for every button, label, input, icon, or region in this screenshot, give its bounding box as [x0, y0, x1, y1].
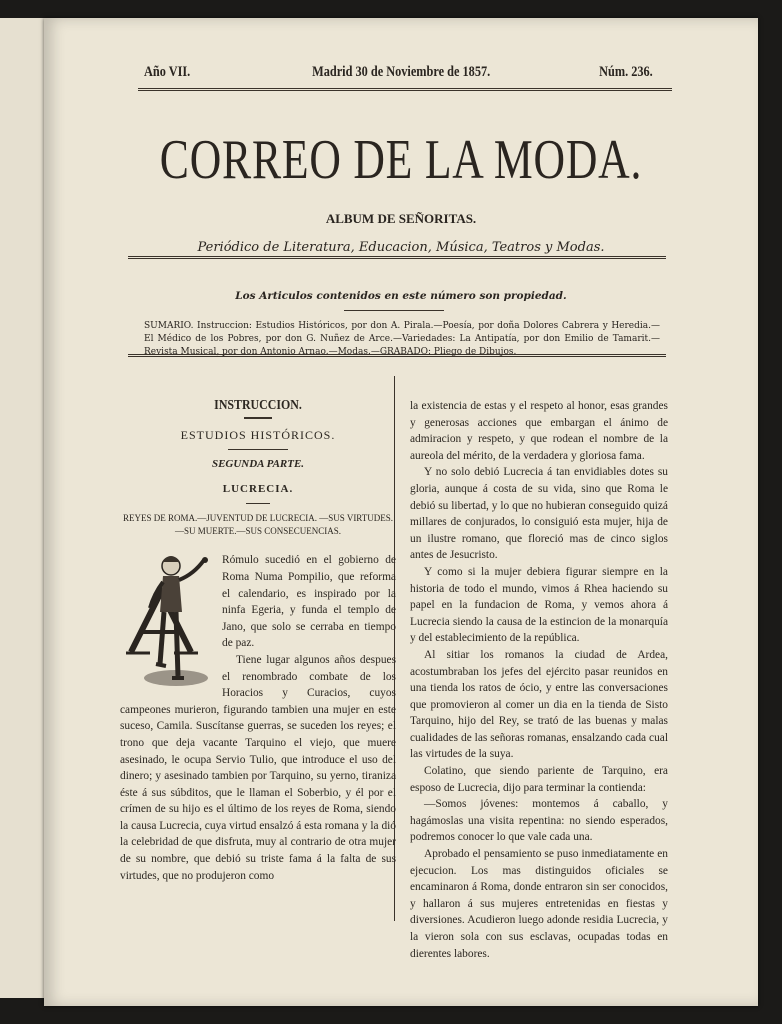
issue-number: Núm. 236. — [599, 64, 653, 80]
illustrated-initial-r — [116, 552, 216, 692]
right-paragraph-5: Colatino, que siendo pariente de Tarquino, era esposo de Lucrecia, dijo para terminar la contienda: — [410, 765, 668, 794]
section-ornament — [244, 417, 272, 419]
right-paragraph-7: Aprobado el pensamiento se puso inmediatamente en ejecucion. Los mas distinguidos oficiales se encaminaron á Roma, donde entraron sin ser conocidos, y hallaron á sus mujeres entretenidas en fiestas y diversiones. Acudieron luego adonde residia Lucrecia, y la vieron sola con sus esclavas, ocupadas todas en dierentes labores. — [410, 848, 668, 960]
left-paragraph-1: Rómulo sucedió en el gobierno de Roma Numa Pompilio, que reforma el calendario, es inspirado por la ninfa Egeria, y funda el templo de Jano, que solo se cerraba en tiempo de paz. — [222, 554, 396, 650]
right-column — [410, 398, 668, 962]
sumario-rule — [128, 354, 666, 357]
newspaper-tagline: Periódico de Literatura, Educacion, Música, Teatros y Modas. — [197, 240, 605, 255]
right-paragraph-1: la existencia de estas y el respeto al honor, esas grandes y generosas acciones que embargan el ánimo de admiracion y respeto, y que rodean el nombre de la aureola del mérito, de la verdadera y gloriosa fama. — [410, 400, 668, 462]
section-heading: INSTRUCCION. — [214, 398, 302, 413]
part-heading: SEGUNDA PARTE. — [211, 458, 305, 471]
left-column — [120, 392, 396, 884]
right-paragraph-4: Al sitiar los romanos la ciudad de Ardea, acostumbraban los jefes del ejército pasar reunidos en una tienda los ratos de ócio, y entre las conversaciones que promovieron al comer un dia en la tienda de Sisto Tarquino, hijo del Rey, se trató de las buenas y malas cualidades de las señoras romanas, ensalzando cada cual las virtudes de la suya. — [410, 648, 668, 761]
illustrated-initial-icon — [116, 552, 216, 692]
newspaper-subtitle: ALBUM DE SEÑORITAS. — [325, 211, 477, 226]
subheading-rule — [228, 449, 288, 450]
right-paragraph-3: Y como si la mujer debiera figurar siempre en la historia de todo el mundo, vimos á Rhea haciendo su papel en la fundacion de Roma, y vemos ahora á Lucrecia siendo la causa de la estincion de la monarquía y del establecimiento de la república. — [410, 565, 668, 645]
header-rule — [128, 256, 666, 259]
right-paragraph-6: —Somos jóvenes: montemos á caballo, y hagámoslas una visita repentina: no siendo esperados, podremos conocer lo que vale cada una. — [410, 798, 668, 844]
chapter-title: LUCRECIA. — [222, 482, 294, 495]
issue-year: Año VII. — [144, 64, 191, 80]
newspaper-title: CORREO DE LA MODA. — [159, 129, 643, 191]
masthead-row — [144, 64, 653, 84]
newspaper-page — [44, 18, 758, 1006]
property-notice: Los Articulos contenidos en este número son propiedad. — [235, 290, 567, 302]
chapter-rule — [246, 503, 270, 504]
left-paragraph-2: Tiene lugar algunos años despues el renombrado combate de los Horacios y Curacios, cuyos campeones murieron, figurando tambien una mujer en este suceso, Camila. Suscítanse guerras, se suceden los reyes; el trono que deja vacante Tarquino el viejo, que muere asesinado, le ocupa Servio Tulio, que introduce el uso del dinero; y asesinado tambien por Tarquino, su yerno, tiraniza éste á sus súbditos, que le llaman el Soberbio, y él por el crímen de su hijo es el último de los reyes de Roma, siendo la causa Lucrecia, cuya virtud ensalzó á esta romana y la dió la celebridad de que disfruta, muy al contrario de otra mujer de su nombre, que debió su triste fama á la falta de sus virtudes, que no produjeron como — [120, 653, 396, 882]
property-rule — [344, 310, 444, 311]
issue-date: Madrid 30 de Noviembre de 1857. — [312, 64, 491, 80]
section-subheading: ESTUDIOS HISTÓRICOS. — [180, 427, 336, 442]
sumario-text: SUMARIO. Instruccion: Estudios Históricos, por don A. Pirala.—Poesía, por doña Dolores Cabrera y Heredia.—El Médico de los Pobres, por don G. Nuñez de Arce.—Variedades: La Antipatía, por don Emilio de Tamarit.—Revista Musical, por don Antonio Arnao.—Modas.—GRABADO: Pliego de Dibujos. — [144, 321, 660, 357]
right-paragraph-2: Y no solo debió Lucrecia á tan envidiables dotes su gloria, aunque á costa de su vida, sino que Roma le debió su libertad, y lo que no hubieran conseguido quizá millares de conjurados, lo consiguió esta mujer, hija de un ilustre romano, que floreció mas de cinco siglos antes de Jesucristo. — [410, 466, 668, 562]
masthead-rule — [138, 88, 672, 91]
chapter-summary: REYES DE ROMA.—JUVENTUD DE LUCRECIA. —SUS VIRTUDES.—SU MUERTE.—SUS CONSECUENCIAS. — [122, 513, 394, 537]
